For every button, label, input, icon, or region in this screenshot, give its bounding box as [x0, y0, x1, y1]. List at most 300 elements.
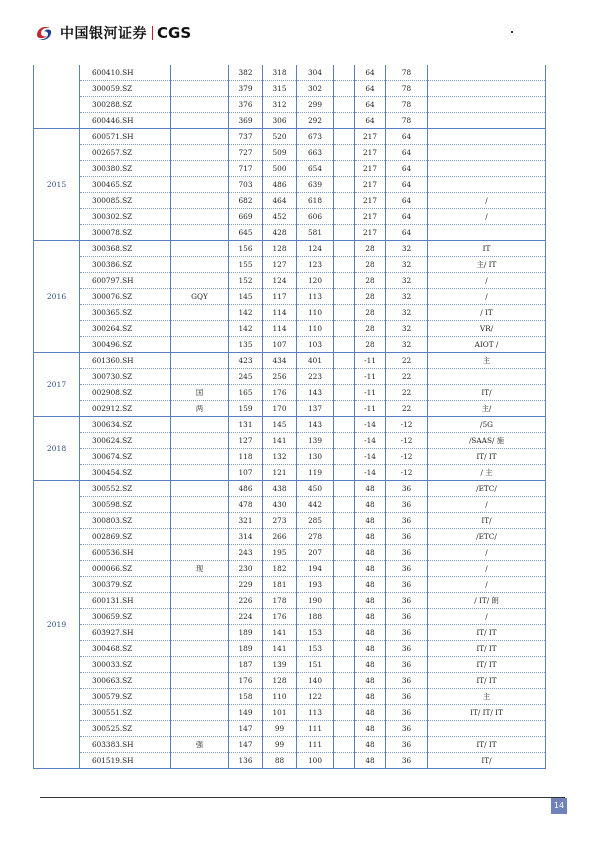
value-cell: 36	[386, 609, 428, 625]
business-note-cell: /	[428, 609, 546, 625]
value-cell: 606	[297, 209, 334, 225]
value-cell: 48	[355, 753, 386, 769]
company-name-cell	[171, 337, 229, 353]
value-cell: 32	[386, 241, 428, 257]
company-name-cell	[171, 81, 229, 97]
value-cell: 36	[386, 641, 428, 657]
company-name-cell	[171, 97, 229, 113]
table-row	[34, 257, 546, 273]
value-cell: 176	[229, 673, 263, 689]
value-cell	[334, 545, 355, 561]
business-note-cell: VR/	[428, 321, 546, 337]
company-name-cell	[171, 609, 229, 625]
value-cell: 122	[297, 689, 334, 705]
value-cell	[334, 273, 355, 289]
table-row	[34, 545, 546, 561]
value-cell: 48	[355, 497, 386, 513]
value-cell: 217	[355, 177, 386, 193]
value-cell: 118	[229, 449, 263, 465]
value-cell: 682	[229, 193, 263, 209]
table-row	[34, 369, 546, 385]
value-cell: 36	[386, 737, 428, 753]
value-cell: 500	[263, 161, 297, 177]
value-cell	[334, 417, 355, 433]
value-cell	[334, 97, 355, 113]
company-name-cell	[171, 177, 229, 193]
value-cell: 143	[297, 385, 334, 401]
value-cell: 36	[386, 497, 428, 513]
stock-code-cell: 300803.SZ	[80, 513, 171, 529]
value-cell: 36	[386, 481, 428, 497]
value-cell: 141	[263, 625, 297, 641]
value-cell: 149	[229, 705, 263, 721]
stock-code-cell: 300380.SZ	[80, 161, 171, 177]
value-cell: 64	[355, 81, 386, 97]
value-cell: 136	[229, 753, 263, 769]
stock-code-cell: 300379.SZ	[80, 577, 171, 593]
value-cell: 117	[263, 289, 297, 305]
value-cell: 119	[297, 465, 334, 481]
page-number: 14	[551, 798, 567, 814]
value-cell: 64	[386, 129, 428, 145]
value-cell: 486	[229, 481, 263, 497]
value-cell: 717	[229, 161, 263, 177]
business-note-cell: IT/ IT	[428, 657, 546, 673]
table-row	[34, 177, 546, 193]
value-cell: 302	[297, 81, 334, 97]
company-name-cell	[171, 65, 229, 81]
value-cell: 22	[386, 369, 428, 385]
value-cell: 187	[229, 657, 263, 673]
stock-code-cell: 300078.SZ	[80, 225, 171, 241]
value-cell	[334, 481, 355, 497]
business-note-cell: 主/ IT	[428, 257, 546, 273]
stock-code-cell: 300085.SZ	[80, 193, 171, 209]
value-cell	[334, 657, 355, 673]
stock-code-cell: 600410.SH	[80, 65, 171, 81]
company-name-cell	[171, 417, 229, 433]
value-cell: 99	[263, 737, 297, 753]
value-cell	[334, 593, 355, 609]
business-note-cell: IT/ IT	[428, 673, 546, 689]
value-cell: 151	[297, 657, 334, 673]
business-note-cell: /	[428, 577, 546, 593]
value-cell: 141	[263, 641, 297, 657]
value-cell: 32	[386, 273, 428, 289]
value-cell	[334, 497, 355, 513]
business-note-cell: /ETC/	[428, 529, 546, 545]
value-cell: 101	[263, 705, 297, 721]
business-note-cell: /	[428, 209, 546, 225]
value-cell: 28	[355, 273, 386, 289]
table-row	[34, 145, 546, 161]
value-cell: 64	[386, 177, 428, 193]
value-cell: 189	[229, 641, 263, 657]
value-cell: 48	[355, 721, 386, 737]
value-cell: 36	[386, 513, 428, 529]
business-note-cell: /	[428, 193, 546, 209]
company-name-cell	[171, 257, 229, 273]
value-cell: 223	[297, 369, 334, 385]
value-cell: 176	[263, 609, 297, 625]
value-cell: 22	[386, 401, 428, 417]
stock-code-cell: 300365.SZ	[80, 305, 171, 321]
value-cell: 217	[355, 193, 386, 209]
year-cell: 2018	[34, 417, 80, 481]
table-row	[34, 465, 546, 481]
value-cell: 137	[297, 401, 334, 417]
table-row	[34, 321, 546, 337]
value-cell: 110	[263, 689, 297, 705]
value-cell	[334, 353, 355, 369]
company-name-cell: GQY	[171, 289, 229, 305]
value-cell: 450	[297, 481, 334, 497]
table-row	[34, 385, 546, 401]
value-cell: 142	[229, 321, 263, 337]
value-cell: 703	[229, 177, 263, 193]
stock-code-cell: 300454.SZ	[80, 465, 171, 481]
stock-code-cell: 002908.SZ	[80, 385, 171, 401]
stock-code-cell: 300551.SZ	[80, 705, 171, 721]
value-cell	[334, 129, 355, 145]
value-cell: 32	[386, 289, 428, 305]
value-cell: 64	[386, 193, 428, 209]
stock-code-cell: 002869.SZ	[80, 529, 171, 545]
value-cell	[334, 145, 355, 161]
stock-code-cell: 300525.SZ	[80, 721, 171, 737]
value-cell: 64	[386, 225, 428, 241]
value-cell: 88	[263, 753, 297, 769]
value-cell: 48	[355, 481, 386, 497]
value-cell: 48	[355, 561, 386, 577]
value-cell: 645	[229, 225, 263, 241]
business-note-cell	[428, 113, 546, 129]
table-row	[34, 449, 546, 465]
value-cell: 181	[263, 577, 297, 593]
business-note-cell: / IT	[428, 305, 546, 321]
value-cell: 229	[229, 577, 263, 593]
company-name-cell	[171, 273, 229, 289]
table-row	[34, 737, 546, 753]
logo-divider	[152, 26, 153, 40]
value-cell	[334, 113, 355, 129]
table-row	[34, 337, 546, 353]
table-row	[34, 401, 546, 417]
value-cell	[334, 641, 355, 657]
value-cell: 314	[229, 529, 263, 545]
company-name-cell	[171, 145, 229, 161]
value-cell: 36	[386, 593, 428, 609]
value-cell: 143	[297, 417, 334, 433]
value-cell: 673	[297, 129, 334, 145]
value-cell: 28	[355, 321, 386, 337]
value-cell: 78	[386, 97, 428, 113]
value-cell: 113	[297, 705, 334, 721]
value-cell: 36	[386, 705, 428, 721]
value-cell: 145	[229, 289, 263, 305]
value-cell	[334, 241, 355, 257]
table-row	[34, 689, 546, 705]
value-cell: -12	[386, 417, 428, 433]
value-cell: 139	[297, 433, 334, 449]
value-cell: 36	[386, 721, 428, 737]
value-cell: 131	[229, 417, 263, 433]
value-cell: 110	[297, 305, 334, 321]
business-note-cell	[428, 161, 546, 177]
value-cell: -11	[355, 385, 386, 401]
value-cell: 727	[229, 145, 263, 161]
value-cell: 107	[229, 465, 263, 481]
value-cell: 217	[355, 225, 386, 241]
value-cell: 36	[386, 529, 428, 545]
value-cell: 36	[386, 673, 428, 689]
business-note-cell	[428, 65, 546, 81]
value-cell: -11	[355, 353, 386, 369]
value-cell: -11	[355, 369, 386, 385]
footer-divider	[40, 797, 565, 798]
value-cell: 48	[355, 593, 386, 609]
value-cell	[334, 449, 355, 465]
value-cell: 321	[229, 513, 263, 529]
business-note-cell: /	[428, 289, 546, 305]
business-note-cell	[428, 129, 546, 145]
stock-code-cell: 300579.SZ	[80, 689, 171, 705]
stock-code-cell: 000066.SZ	[80, 561, 171, 577]
value-cell: 195	[263, 545, 297, 561]
table-row	[34, 513, 546, 529]
value-cell: 318	[263, 65, 297, 81]
table-row	[34, 273, 546, 289]
value-cell: 103	[297, 337, 334, 353]
value-cell: 111	[297, 737, 334, 753]
value-cell: 48	[355, 609, 386, 625]
stock-code-cell: 603383.SH	[80, 737, 171, 753]
value-cell: 48	[355, 705, 386, 721]
value-cell: 486	[263, 177, 297, 193]
value-cell: 99	[263, 721, 297, 737]
value-cell: 423	[229, 353, 263, 369]
company-name-cell	[171, 625, 229, 641]
company-name-cell: 强	[171, 737, 229, 753]
value-cell: 376	[229, 97, 263, 113]
stock-code-cell: 600571.SH	[80, 129, 171, 145]
value-cell: -14	[355, 433, 386, 449]
value-cell: 142	[229, 305, 263, 321]
company-name-cell	[171, 689, 229, 705]
value-cell: 139	[263, 657, 297, 673]
table-row	[34, 673, 546, 689]
business-note-cell: IT	[428, 241, 546, 257]
value-cell: 123	[297, 257, 334, 273]
company-name-cell	[171, 225, 229, 241]
company-name-cell	[171, 433, 229, 449]
value-cell: 292	[297, 113, 334, 129]
table-row	[34, 657, 546, 673]
business-note-cell: /SAAS/ 施	[428, 433, 546, 449]
stock-code-cell: 300598.SZ	[80, 497, 171, 513]
value-cell: 48	[355, 545, 386, 561]
value-cell: 64	[355, 113, 386, 129]
table-row	[34, 577, 546, 593]
stock-code-cell: 300496.SZ	[80, 337, 171, 353]
value-cell: 618	[297, 193, 334, 209]
value-cell	[334, 385, 355, 401]
value-cell	[334, 577, 355, 593]
company-name-cell	[171, 161, 229, 177]
company-name-cell	[171, 241, 229, 257]
stock-code-cell: 300634.SZ	[80, 417, 171, 433]
business-note-cell	[428, 721, 546, 737]
value-cell: 36	[386, 689, 428, 705]
header-dot	[511, 31, 513, 33]
year-cell: 2016	[34, 241, 80, 353]
company-name-cell	[171, 209, 229, 225]
company-name-cell	[171, 705, 229, 721]
value-cell: 245	[229, 369, 263, 385]
value-cell: 132	[263, 449, 297, 465]
value-cell: 156	[229, 241, 263, 257]
business-note-cell: IT/	[428, 753, 546, 769]
value-cell: 207	[297, 545, 334, 561]
company-name-cell	[171, 529, 229, 545]
value-cell: 170	[263, 401, 297, 417]
stock-code-cell: 300730.SZ	[80, 369, 171, 385]
business-note-cell: IT/ IT/ IT	[428, 705, 546, 721]
value-cell: 243	[229, 545, 263, 561]
value-cell	[334, 177, 355, 193]
value-cell: 36	[386, 577, 428, 593]
company-name-cell	[171, 113, 229, 129]
business-note-cell: 主	[428, 689, 546, 705]
stock-code-cell: 300465.SZ	[80, 177, 171, 193]
table-row	[34, 625, 546, 641]
value-cell	[334, 465, 355, 481]
year-cell: 2017	[34, 353, 80, 417]
value-cell: 217	[355, 145, 386, 161]
company-name-cell	[171, 369, 229, 385]
value-cell: 64	[355, 65, 386, 81]
company-name-cell	[171, 193, 229, 209]
value-cell: 64	[386, 209, 428, 225]
value-cell: 32	[386, 257, 428, 273]
stock-table	[33, 65, 546, 769]
stock-code-cell: 600797.SH	[80, 273, 171, 289]
value-cell: 153	[297, 625, 334, 641]
value-cell: 28	[355, 305, 386, 321]
value-cell: 36	[386, 561, 428, 577]
value-cell: 107	[263, 337, 297, 353]
value-cell: 442	[297, 497, 334, 513]
value-cell	[334, 737, 355, 753]
value-cell: 48	[355, 657, 386, 673]
value-cell: 36	[386, 657, 428, 673]
table-row	[34, 241, 546, 257]
value-cell	[334, 81, 355, 97]
company-name-cell	[171, 129, 229, 145]
value-cell: 182	[263, 561, 297, 577]
stock-code-cell: 002657.SZ	[80, 145, 171, 161]
business-note-cell: AIOT /	[428, 337, 546, 353]
stock-code-cell: 300033.SZ	[80, 657, 171, 673]
value-cell: 669	[229, 209, 263, 225]
company-name-cell	[171, 753, 229, 769]
table-row	[34, 705, 546, 721]
table-row	[34, 641, 546, 657]
value-cell: 369	[229, 113, 263, 129]
company-name-cell	[171, 721, 229, 737]
value-cell: 217	[355, 129, 386, 145]
value-cell: 114	[263, 305, 297, 321]
table-row	[34, 529, 546, 545]
value-cell: 434	[263, 353, 297, 369]
value-cell: 256	[263, 369, 297, 385]
value-cell: -11	[355, 401, 386, 417]
business-note-cell: /	[428, 545, 546, 561]
value-cell	[334, 401, 355, 417]
value-cell	[334, 705, 355, 721]
stock-code-cell: 300624.SZ	[80, 433, 171, 449]
value-cell	[334, 209, 355, 225]
value-cell: 194	[297, 561, 334, 577]
company-name-cell: 国	[171, 385, 229, 401]
business-note-cell	[428, 225, 546, 241]
value-cell: 48	[355, 673, 386, 689]
table-row	[34, 129, 546, 145]
stock-code-cell: 300663.SZ	[80, 673, 171, 689]
stock-code-cell: 300288.SZ	[80, 97, 171, 113]
value-cell: 36	[386, 625, 428, 641]
value-cell: 147	[229, 721, 263, 737]
value-cell	[334, 753, 355, 769]
value-cell: 478	[229, 497, 263, 513]
table-row	[34, 65, 546, 81]
table-row	[34, 481, 546, 497]
value-cell	[334, 321, 355, 337]
value-cell: 78	[386, 113, 428, 129]
value-cell: 111	[297, 721, 334, 737]
company-name-cell	[171, 641, 229, 657]
value-cell: 217	[355, 209, 386, 225]
value-cell: 230	[229, 561, 263, 577]
year-cell: 2015	[34, 129, 80, 241]
value-cell: 452	[263, 209, 297, 225]
business-note-cell: /	[428, 561, 546, 577]
stock-code-cell: 300659.SZ	[80, 609, 171, 625]
value-cell: 155	[229, 257, 263, 273]
stock-code-cell: 300076.SZ	[80, 289, 171, 305]
stock-code-cell: 300264.SZ	[80, 321, 171, 337]
value-cell: 110	[297, 321, 334, 337]
value-cell: 520	[263, 129, 297, 145]
value-cell: 113	[297, 289, 334, 305]
business-note-cell: IT/	[428, 513, 546, 529]
business-note-cell	[428, 177, 546, 193]
table-row	[34, 433, 546, 449]
value-cell: 581	[297, 225, 334, 241]
value-cell: 278	[297, 529, 334, 545]
value-cell	[334, 369, 355, 385]
value-cell	[334, 513, 355, 529]
stock-code-cell: 300674.SZ	[80, 449, 171, 465]
value-cell: 145	[263, 417, 297, 433]
table-row	[34, 81, 546, 97]
company-name-cell	[171, 305, 229, 321]
value-cell: 28	[355, 289, 386, 305]
value-cell: -12	[386, 433, 428, 449]
company-name-cell	[171, 449, 229, 465]
value-cell: 382	[229, 65, 263, 81]
value-cell: 176	[263, 385, 297, 401]
